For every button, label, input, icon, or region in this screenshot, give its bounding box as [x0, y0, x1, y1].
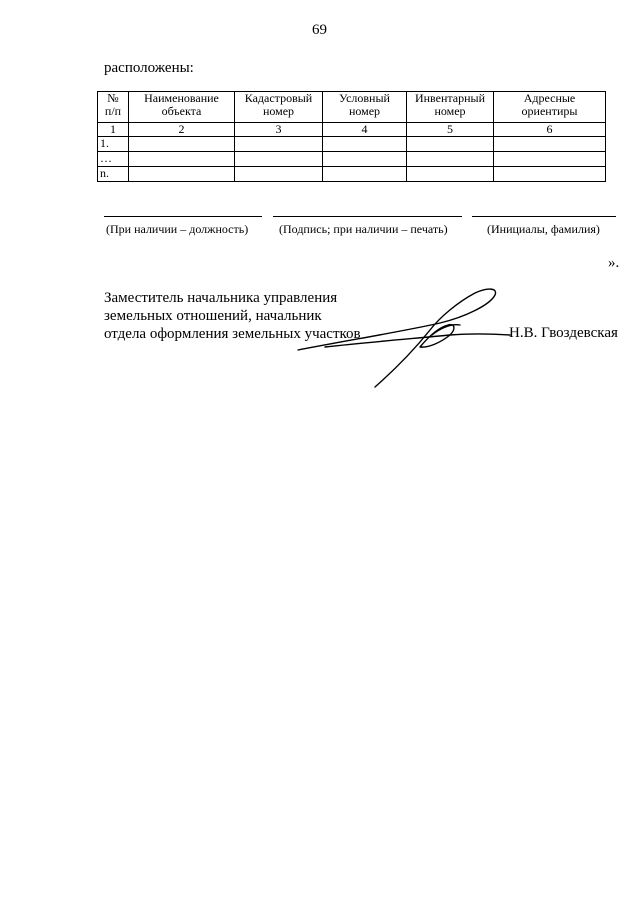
column-number: 2 [129, 123, 235, 137]
table-cell [323, 137, 407, 152]
row-number-cell: 1. [98, 137, 129, 152]
signatory-position-line: Заместитель начальника управления [104, 290, 338, 306]
table-cell [129, 137, 235, 152]
table-cell [323, 167, 407, 182]
table-cell [129, 152, 235, 167]
column-number: 6 [494, 123, 606, 137]
name-signature-line [472, 216, 616, 217]
column-number: 4 [323, 123, 407, 137]
table-header-row [98, 92, 606, 123]
table-row [98, 152, 606, 167]
intro-text: расположены: [104, 60, 194, 76]
header-address-landmarks: Адресные ориентиры [494, 92, 606, 123]
row-number-cell: n. [98, 167, 129, 182]
handwritten-signature [290, 285, 520, 395]
table-row [98, 167, 606, 182]
header-number: № п/п [98, 92, 129, 123]
table-cell [494, 167, 606, 182]
objects-table [97, 91, 606, 182]
position-label: (При наличии – должность) [106, 222, 249, 236]
closing-quote: ». [608, 255, 620, 271]
table-cell [407, 152, 494, 167]
table-cell [323, 152, 407, 167]
signatory-name: Н.В. Гвоздевская [509, 325, 618, 341]
table-cell [235, 137, 323, 152]
row-number-cell: … [98, 152, 129, 167]
table-cell [235, 152, 323, 167]
table-cell [407, 137, 494, 152]
signatory-position-line: отдела оформления земельных участков [104, 326, 361, 342]
column-number: 1 [98, 123, 129, 137]
header-conditional-number: Условный номер [323, 92, 407, 123]
column-number-row [98, 123, 606, 137]
table-cell [494, 137, 606, 152]
header-cadastral-number: Кадастровый номер [235, 92, 323, 123]
position-signature-line [104, 216, 262, 217]
header-inventory-number: Инвентарный номер [407, 92, 494, 123]
column-number: 3 [235, 123, 323, 137]
table-row [98, 137, 606, 152]
table-cell [494, 152, 606, 167]
page-number: 69 [312, 22, 327, 38]
table-cell [129, 167, 235, 182]
column-number: 5 [407, 123, 494, 137]
signature-label: (Подпись; при наличии – печать) [279, 222, 448, 236]
signatory-position-line: земельных отношений, начальник [104, 308, 322, 324]
header-object-name: Наименование объекта [129, 92, 235, 123]
table-cell [235, 167, 323, 182]
name-label: (Инициалы, фамилия) [487, 222, 600, 236]
table-cell [407, 167, 494, 182]
signature-line [273, 216, 462, 217]
